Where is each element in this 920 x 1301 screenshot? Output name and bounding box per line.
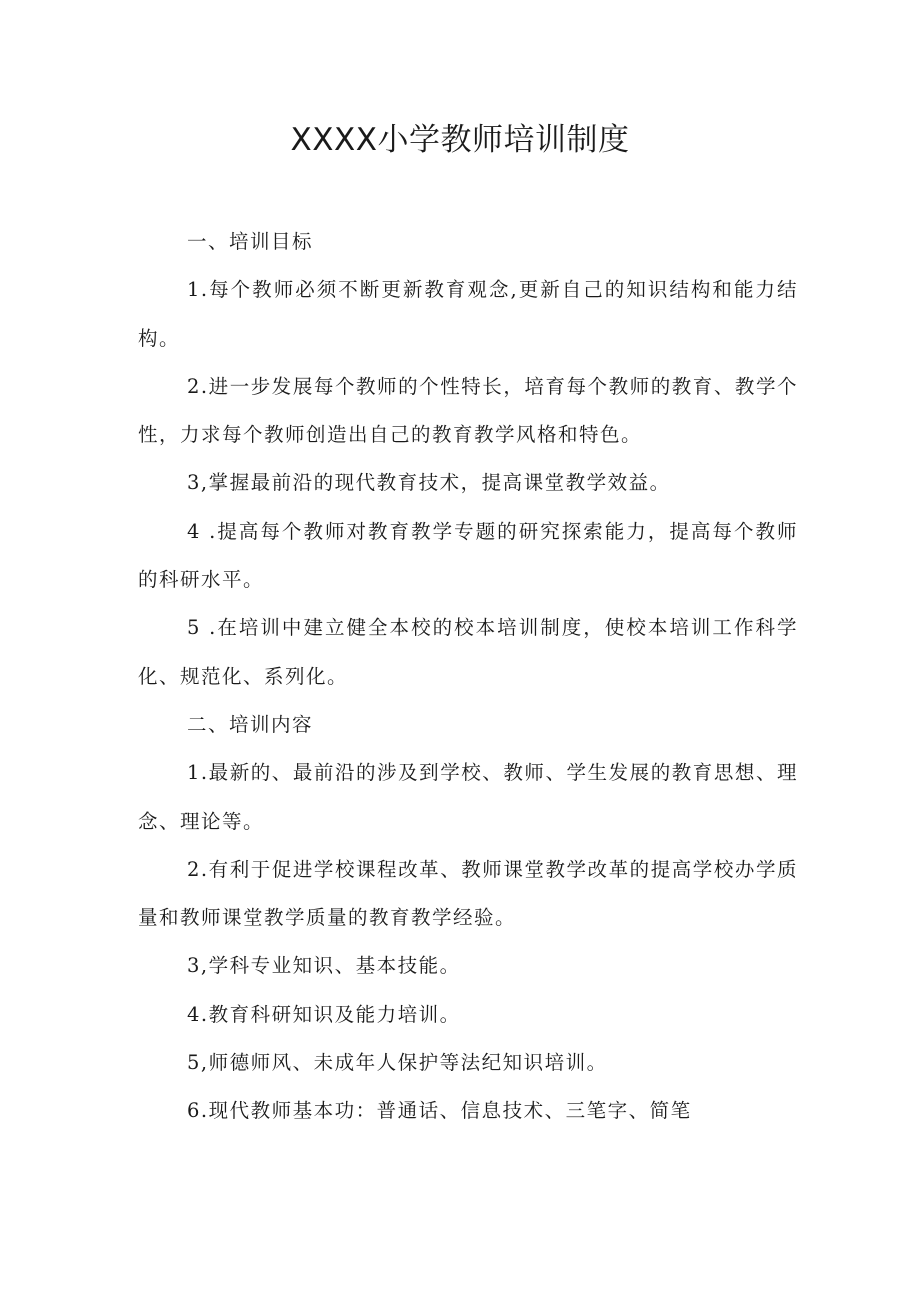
paragraph: 4 .提高每个教师对教育教学专题的研究探索能力，提高每个教师的科研水平。: [138, 519, 798, 592]
paragraph: 2.有利于促进学校课程改革、教师课堂教学改革的提高学校办学质量和教师课堂教学质量的教育教学经验。: [138, 857, 798, 930]
paragraph: 4.教育科研知识及能力培训。: [187, 1002, 461, 1026]
document-title: XXXX小学教师培训制度: [290, 122, 630, 158]
paragraph: 5,师德师风、未成年人保护等法纪知识培训。: [187, 1051, 608, 1075]
section-heading-training-goals: 一、培训目标: [187, 230, 314, 253]
document-body: [138, 218, 798, 1136]
paragraph: 6.现代教师基本功：普通话、信息技术、三笔字、简笔: [187, 1099, 692, 1123]
paragraph: 3,学科专业知识、基本技能。: [187, 954, 461, 978]
paragraph: 1.最新的、最前沿的涉及到学校、教师、学生发展的教育思想、理念、理论等。: [138, 761, 798, 833]
paragraph: 5 .在培训中建立健全本校的校本培训制度，使校本培训工作科学化、规范化、系列化。: [138, 616, 798, 688]
paragraph: 3,掌握最前沿的现代教育技术，提高课堂教学效益。: [187, 471, 671, 495]
paragraph: 1.每个教师必须不断更新教育观念,更新自己的知识结构和能力结构。: [138, 278, 798, 350]
paragraph: 2.进一步发展每个教师的个性特长，培育每个教师的教育、教学个性，力求每个教师创造出自己的教育教学风格和特色。: [138, 374, 798, 447]
section-heading-training-content: 二、培训内容: [187, 712, 314, 736]
